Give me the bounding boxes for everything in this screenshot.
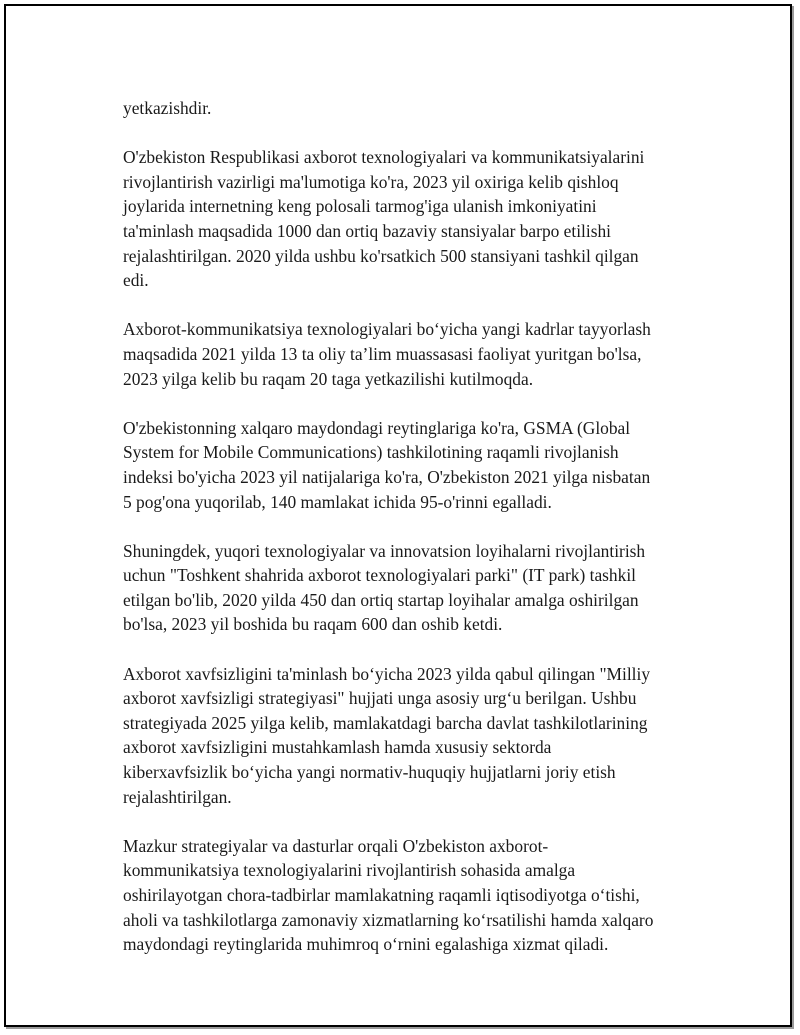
text-line: yetkazishdir. (123, 98, 212, 118)
text-line: maydondagi reytinglarida muhimroq o‘rnini egalashiga xizmat qiladi. (123, 934, 609, 955)
text-line: ta'minlash maqsadida 1000 dan ortiq bazaviy stansiyalar barpo etilishi (123, 220, 612, 241)
text-line: 5 pog'ona yuqorilab, 140 mamlakat ichida 95-o'rinni egalladi. (123, 491, 552, 512)
text-line: oshirilayotgan chora-tadbirlar mamlakatning raqamli iqtisodiyotga o‘tishi, (123, 885, 640, 905)
paragraph-6 (123, 662, 698, 810)
text-line: O'zbekistonning xalqaro maydondagi reytinglariga ko'ra, GSMA (Global (123, 417, 631, 438)
text-line: axborot xavfsizligini mustahkamlash hamda xususiy sektorda (123, 737, 552, 758)
paragraph-4 (123, 416, 698, 514)
paragraph-1 (123, 96, 698, 121)
text-line: bo'lsa, 2023 yil boshida bu raqam 600 dan oshib ketdi. (123, 614, 503, 635)
text-line: Axborot-kommunikatsiya texnologiyalari bo‘yicha yangi kadrlar tayyorlash (123, 319, 651, 340)
text-line: rejalashtirilgan. 2020 yilda ushbu ko'rsatkich 500 stansiyani tashkil qilgan (123, 245, 639, 266)
text-line: kommunikatsiya texnologiyalarini rivojlantirish sohasida amalga (123, 860, 576, 881)
text-line: Mazkur strategiyalar va dasturlar orqali O'zbekiston axborot- (123, 835, 549, 856)
text-line: Shuningdek, yuqori texnologiyalar va innovatsion loyihalarni rivojlantirish (123, 540, 646, 561)
paragraph-7 (123, 834, 698, 957)
text-line: uchun "Toshkent shahrida axborot texnologiyalari parki" (IT park) tashkil (123, 565, 636, 586)
paragraph-2 (123, 145, 698, 293)
paragraph-3 (123, 317, 698, 391)
text-line: rejalashtirilgan. (123, 786, 232, 807)
paragraph-5 (123, 539, 698, 637)
text-line: strategiyada 2025 yilga kelib, mamlakatdagi barcha davlat tashkilotlarining (123, 712, 648, 733)
text-line: maqsadida 2021 yilda 13 ta oliy ta’lim muassasasi faoliyat yuritgan bo'lsa, (123, 343, 642, 364)
document-page (4, 4, 792, 1027)
text-line: 2023 yilga kelib bu raqam 20 taga yetkazilishi kutilmoqda. (123, 368, 534, 389)
text-line: System for Mobile Communications) tashkilotining raqamli rivojlanish (123, 442, 619, 463)
text-line: edi. (123, 270, 149, 291)
text-line: etilgan bo'lib, 2020 yilda 450 dan ortiq startap loyihalar amalga oshirilgan (123, 589, 639, 610)
text-line: joylarida internetning keng polosali tarmog'iga ulanish imkoniyatini (123, 196, 597, 217)
text-line: indeksi bo'yicha 2023 yil natijalariga ko'ra, O'zbekiston 2021 yilga nisbatan (123, 466, 651, 487)
text-line: rivojlantirish vazirligi ma'lumotiga ko'ra, 2023 yil oxiriga kelib qishloq (123, 171, 619, 192)
text-line: kiberxavfsizlik bo‘yicha yangi normativ-huquqiy hujjatlarni joriy etish (123, 762, 616, 783)
text-line: O'zbekiston Respublikasi axborot texnologiyalari va kommunikatsiyalarini (123, 147, 645, 168)
text-line: Axborot xavfsizligini ta'minlash bo‘yicha 2023 yilda qabul qilingan "Milliy (123, 663, 651, 684)
text-line: axborot xavfsizligi strategiyasi" hujjati unga asosiy urg‘u berilgan. Ushbu (123, 688, 637, 709)
text-line: aholi va tashkilotlarga zamonaviy xizmatlarning ko‘rsatilishi hamda xalqaro (123, 909, 654, 930)
document-body (123, 96, 698, 981)
